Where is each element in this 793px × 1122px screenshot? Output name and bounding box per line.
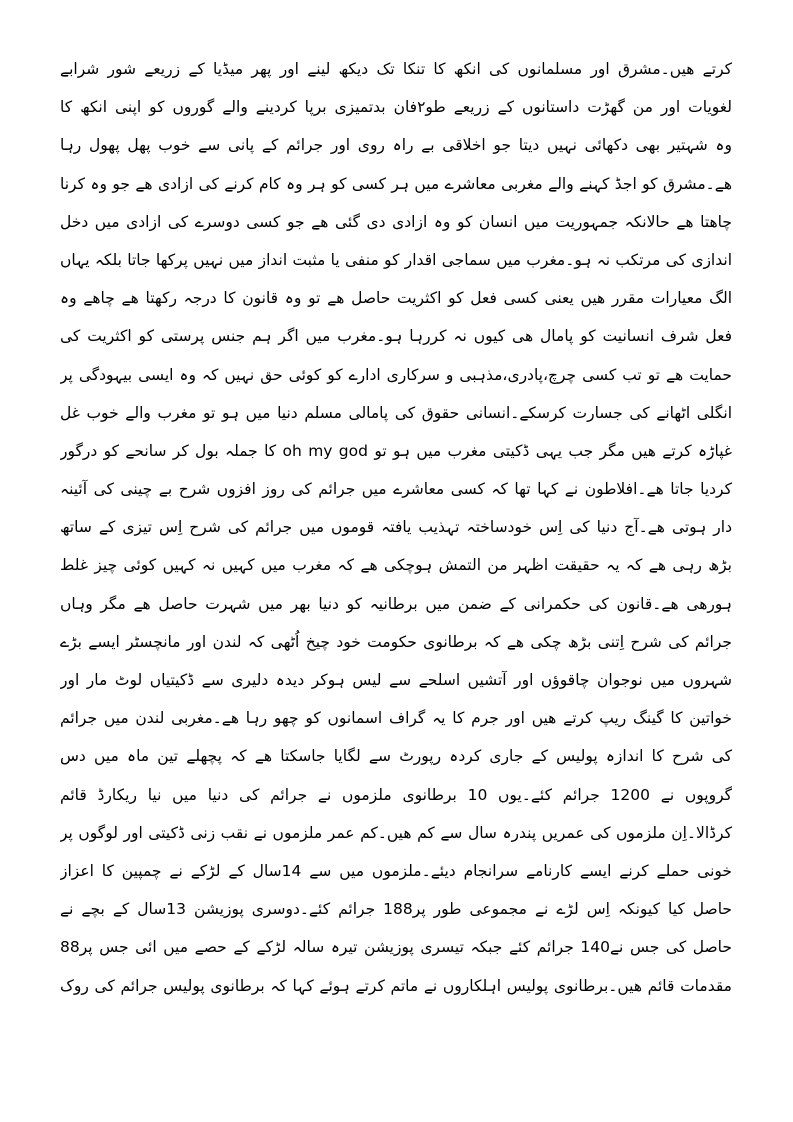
text-line: حاصل کیا کیونکہ اِس لڑے نے مجموعی طور پر188 جرائم کئے۔دوسری پوزیشن 13سال کے بچے نے [60,900,732,919]
body-text [60,50,732,1005]
text-line: ھے۔مشرق کو اجڈ کہنے والے مغربی معاشرے میں ہر کسی کو ہر وہ کام کرنے کی ازادی ھے جو وہ کرنا [60,174,732,193]
text-line: غپاڑہ کرتے ھیں مگر جب یہی ڈکیتی مغرب میں ہو تو oh my god کا جملہ بول کر سانحے کو درگور [60,441,732,460]
text-line: گروپوں نے 1200 جرائم کئے۔یوں 10 برطانوی ملزموں نے جرائم کی دنیا میں نیا ریکارڈ قائم [60,785,732,804]
text-line: بڑھ رہی ھے کہ یہ حقیقت اظہر من التمش ہوچکی ھے کہ مغرب میں کہیں نہ کہیں کوئی چیز غلط [60,556,732,575]
text-line: فعل شرف انسانیت کو پامال ھی کیوں نہ کررہا ہو۔مغرب میں اگر ہم جنس پرستی کو اکثریت کی [60,327,732,346]
text-line: حمایت ھے تو تب کسی چرچ،پادری،مذہبی و سرکاری ادارے کو کوئی حق نہیں کہ وہ ایسی بیہودگی پر [60,365,732,384]
text-line: دار ہوتی ھے۔آج دنیا کی اِس خودساختہ تہذیب یافتہ قوموں میں جرائم کی شرح اِس تیزی کے ساتھ [60,518,732,537]
text-line: وہ شہتیر بھی دکھائی نہیں دیتا جو اخلاقی بے راہ روی اور جرائم کے پانی سے خوب پھل پھول رہا [60,136,732,155]
text-line: کی شرح کا اندازہ پولیس کے جاری کردہ رپورٹ سے لگایا جاسکتا ھے کہ پچھلے تین ماہ میں دس [60,747,732,766]
text-line: انگلی اٹھانے کی جسارت کرسکے۔انسانی حقوق کی پامالی مسلم دنیا میں ہو تو مغرب والے خوب غل [60,403,732,422]
text-line: ہورھی ھے۔قانون کی حکمرانی کے ضمن میں برطانیہ کو دنیا بھر میں شہرت حاصل ھے مگر وہاں [60,594,732,613]
text-line: کردیا جاتا ھے۔افلاطون نے کہا تھا کہ کسی معاشرے میں جرائم کی روز افزوں شرح بے چینی کی آئینہ [60,480,732,499]
text-line: جرائم کی شرح اِتنی بڑھ چکی ھے کہ برطانوی حکومت خود چیخ اُٹھی کہ لندن اور مانچسٹر ایسے بڑے [60,632,732,651]
text-line: خونی حملے کرنے ایسے کارنامے سرانجام دیئے۔ملزموں میں سے 14سال کے لڑکے نے چمپین کا اعزاز [60,861,732,880]
text-line: اندازی کی مرتکب نہ ہو۔مغرب میں سماجی اقدار کو منفی یا مثبت انداز میں نہیں پرکھا جاتا بلکہ یہاں [60,250,732,269]
text-line: کرتے ھیں۔مشرق اور مسلمانوں کی انکھ کا تنکا تک دیکھ لینے اور پھر میڈیا کے زریعے شور شرابے [60,60,732,78]
text-line: حاصل کی جس نے140 جرائم کئے جبکہ تیسری پوزیشن تیرہ سالہ لڑکے کے حصے میں ائی جس پر88 [60,938,732,957]
text-line: خواتین کا گینگ ریپ کرتے ھیں اور جرم کا یہ گراف اسمانوں کو چھو رہا ھے۔مغربی لندن میں جرائم [60,709,732,728]
text-line: شہروں میں نوجوان چاقوؤں اور آتشیں اسلحے سے لیس ہوکر دیدہ دلیری سے ڈکیتیاں لوٹ مار اور [60,671,732,689]
text-line: لغویات اور من گھڑت داستانوں کے زریعے طو۲فان بدتمیزی برپا کردینے والے گوروں کو اپنی انکھ کا [60,98,732,117]
text-line: کرڈالا۔اِن ملزموں کی عمریں پندرہ سال سے کم ھیں۔کم عمر ملزموں نے نقب زنی ڈکیتی اور لوگوں پر [60,823,732,842]
text-line: چاھتا ھے حالانکہ جمہوریت میں انسان کو وہ ازادی دی گئی ھے جو کسی دوسرے کی ازادی میں دخل [60,212,732,231]
text-line: مقدمات قائم ھیں۔برطانوی پولیس اہلکاروں نے ماتم کرتے ہوئے کہا کہ برطانوی پولیس جرائم کی روک [60,976,732,995]
text-line: الگ معیارات مقرر ھیں یعنی کسی فعل کو اکثریت حاصل ھے تو وہ قانون کا درجہ رکھتا ھے چاھے وہ [60,289,732,308]
